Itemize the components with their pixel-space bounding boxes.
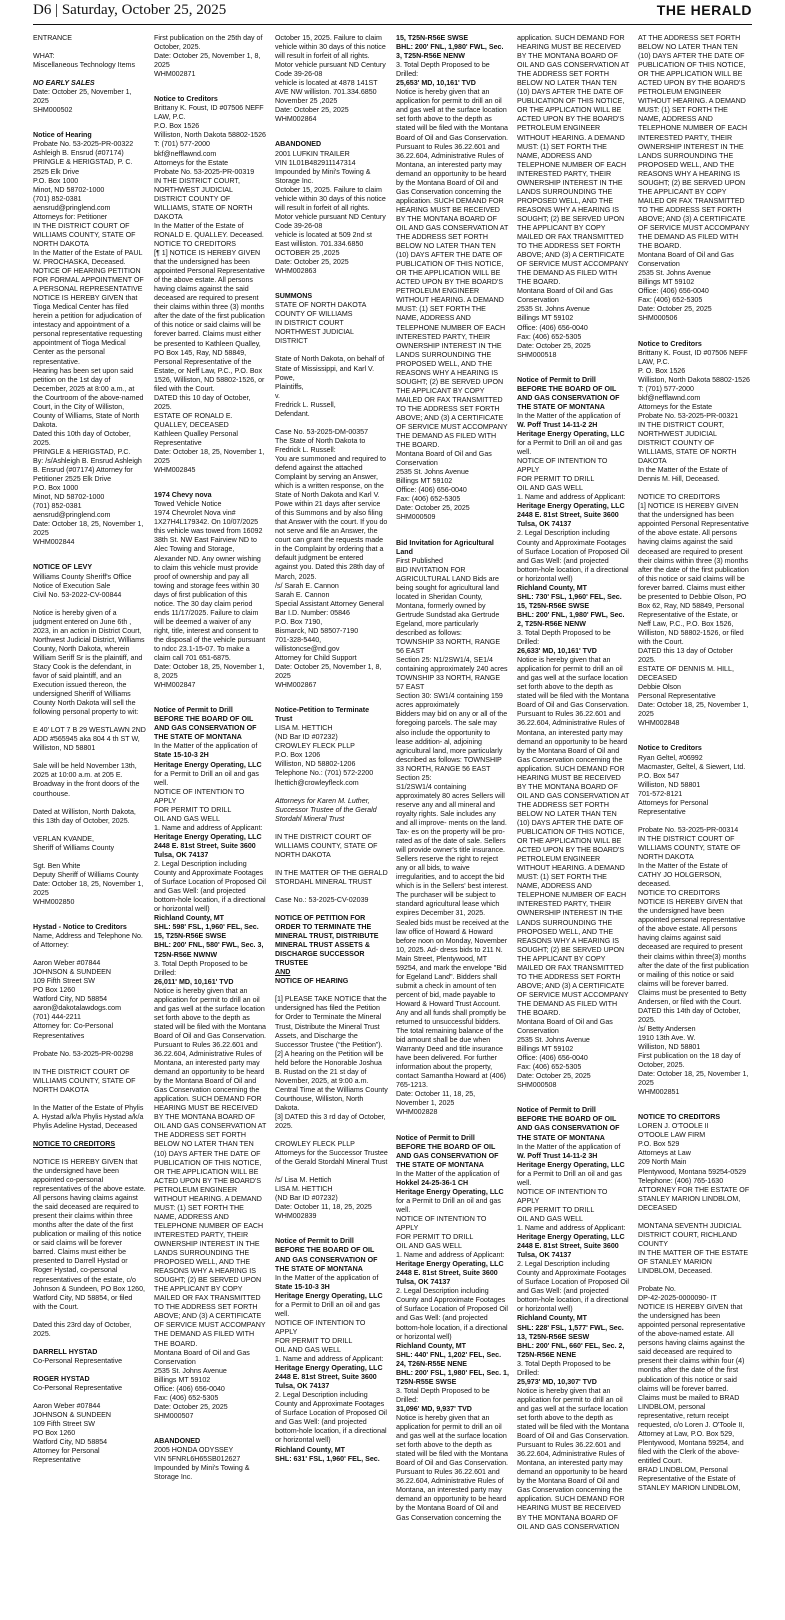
notice-text: NOTICE TO CREDITORS [1] NOTICE IS HEREBY GIVEN that the undersigned has been appointed Personal Representative of the above estate. All persons having claims against the said deceased are required to present their claims within three (3) months after the date of the first publication of this notice or said claims will be forever barred. Claims must either be presented to Debbie Olson, PO Box 62, Ray, ND 58849, Personal Representative of the Estate, or Neff Law, P.C., P.O. Box 1526, Williston, ND 58802-1526, or filed with the Court. DATED this 13 day of October 2025. ESTATE OF DENNIS M. HILL, DECEASED Debbie Olson Personal Representative Date: October 18, 25, November 1, 2025 WHM002848 <box>638 493 749 728</box>
notice-text: /s/ Lisa M. Hettich LISA M. HETTICH (ND Bar ID #07232) Date: October 11, 18, 25, 2025 WHM002839 <box>275 1176 372 1221</box>
notice-heading: Richland County, MT SHL: 440' FNL, 1,202' FEL, Sec. 24, T26N-R55E NENE BHL: 200' FSL, 1,980' FEL, Sec. 1, T25N-R55E SWSE <box>396 1341 509 1386</box>
notice-heading: Richland County, MT SHL: 228' FSL, 1,577' FWL, Sec. 13, T25N-R56E SESW BHL: 200' FNL, 660' FEL, Sec. 2, T25N-R56E NENE <box>517 1314 625 1359</box>
notice-heading: Notice of Hearing <box>33 131 92 140</box>
legal-notice <box>517 376 630 1091</box>
notice-text: Probate No. 53-2025-PR-00298 <box>33 1049 134 1058</box>
notice-heading: 26,011' MD, 10,161' TVD <box>154 977 234 986</box>
notice-text: State of North Dakota, on behalf of State of Mississippi, and Karl V. Powe, Plaintiffs, v. Fredrick L. Russell, Defendant. <box>275 355 385 418</box>
legal-notice <box>33 563 146 907</box>
notice-text: for a Permit to Drill an oil and gas well. NOTICE OF INTENTION TO APPLY FOR PERMIT TO DRILL OIL AND GAS WELL 1. Name and address of Applicant: <box>154 769 263 832</box>
notice-heading: Heritage Energy Operating, LLC 2448 E. 81st Street, Suite 3600 Tulsa, OK 74137 <box>396 1260 504 1287</box>
notice-heading: Notice to Creditors <box>638 339 702 348</box>
legal-notice <box>275 1237 388 1463</box>
legal-notice <box>33 131 146 547</box>
notice-text: LISA M. HETTICH (ND Bar ID #07232) CROWLEY FLECK PLLP P.O. Box 1206 Williston, ND 58802-1206 Telephone No.: (701) 572-2200 lhettich@crowleyfleck.com <box>275 724 374 787</box>
notice-text: Notice is hereby given that an application for permit to drill an oil and gas well at the surface location set forth above to the depth as stated will be filed with the Montana Board of Oil and Gas Conservation. Pursuant to Rules 36.22.601 and 36.22.604, Administrative Rules of Montana, an interested party may demand an opportunity to be heard by the Montana Board of Oil and Gas Conservation concerning the application. SUCH DEMAND FOR HEARING MUST BE RECEIVED BY THE MONTANA BOARD OF OIL AND GAS CONSERVATION <box>517 1386 629 1531</box>
notice-heading: W. Poff Trust 14-11-2 3H Heritage Energy Operating, LLC <box>517 1151 625 1169</box>
notice-text: Date: October 25, November 1, 2025 SHM000502 <box>33 88 132 115</box>
notice-text: In the Matter of the application of <box>275 1273 379 1282</box>
notice-text: Notice is hereby given that an application for permit to drill an oil and gas well at the surface location set forth above to the depth as stated will be filed with the Montana Board of Oil and Gas Conservation. Pursuant to Rules 36.22.601 and 36.22.604, Administrative Rules of Montana, an interested party may demand an opportunity to be heard by the Montana Board of Oil and Gas Conservation concerning the application. SUCH DEMAND FOR HEARING MUST BE RECEIVED BY THE MONTANA BOARD OF OIL AND GAS CONSERVATION AT THE ADDRESS SET FORTH BELOW NO LATER THAN TEN (10) DAYS AFTER THE DATE OF PUBLICATION OF THIS NOTICE, OR THE APPLICATION WILL BE ACTED UPON BY THE BOARD'S PETROLEUM ENGINEER WITHOUT HEARING. A DEMAND MUST: (1) SET FORTH THE NAME, ADDRESS AND TELEPHONE NUMBER OF EACH INTERESTED PARTY, THEIR OWNERSHIP INTEREST IN THE LANDS SURROUNDING THE PROPOSED WELL, AND THE REASONS WHY A HEARING IS SOUGHT; (2) BE SERVED UPON THE APPLICANT BY COPY MAILED OR FAX TRANSMITTED TO THE ADDRESS SET FORTH ABOVE; AND (3) A CERTIFICATE OF SERVICE MUST ACCOMPANY THE DEMAND AS FILED WITH THE BOARD. Montana Board of Oil and Gas Conservation 2535 St. Johns Avenue Billings MT 59102 Office: (406) 656-0040 Fax: (406) 652-5305 Date: October 25, 2025 SHM000509 <box>396 88 509 522</box>
legal-notice <box>396 34 509 523</box>
notice-text: Name, Address and Telephone No. of Attorney: <box>33 932 143 950</box>
notice-text: LOREN J. O'TOOLE II O'TOOLE LAW FIRM P.O. Box 529 Attorneys at Law 209 North Main Plentywood, Montana 59254-0529 Telephone: (406) 765-1630 ATTORNEY FOR THE ESTATE OF STANLEY MARION LINDBLOM, DECEASED <box>638 1122 750 1212</box>
notice-heading: Heritage Energy Operating, LLC 2448 E. 81st Street, Suite 3600 Tulsa, OK 74137 <box>517 1233 625 1260</box>
notice-text: STATE OF NORTH DAKOTA COUNTY OF WILLIAMS IN DISTRICT COURT NORTHWEST JUDICIAL DISTRICT <box>275 301 367 346</box>
page-date-label: D6 | Saturday, October 25, 2025 <box>33 2 227 18</box>
notice-heading: Notice of Permit to Drill BEFORE THE BOARD OF OIL AND GAS CONSERVATION OF THE STATE OF MONTANA <box>517 1106 620 1142</box>
legal-notice <box>154 95 267 475</box>
notice-text: Aaron Weber #07844 JOHNSON & SUNDEEN 109 Fifth Street SW PO Box 1260 Watford City, ND 58854 aaron@dakotalawdogs.com (701) 444-2211 Attorney for: Co-Personal Representatives <box>33 959 122 1040</box>
notice-heading: Heritage Energy Operating, LLC 2448 E. 81st Street, Suite 3600 Tulsa, OK 74137 <box>154 832 262 859</box>
notice-text: Notice is hereby given that an application for permit to drill an oil and gas well at the surface location set forth above to the depth as stated will be filed with the Montana Board of Oil and Gas Conservation. Pursuant to Rules 36.22.601 and 36.22.604, Administrative Rules of Montana, an interested party may demand an opportunity to be heard by the Montana Board of Oil and Gas Conservation concerning the <box>396 1413 508 1522</box>
masthead-rule <box>33 24 752 25</box>
notice-heading: Heritage Energy Operating, LLC 2448 E. 81st Street, Suite 3600 Tulsa, OK 74137 <box>275 1364 383 1391</box>
legal-notice <box>154 706 267 1421</box>
column-6 <box>638 34 751 1614</box>
notice-heading: Hystad - Notice to Creditors <box>33 922 127 931</box>
notice-heading: W. Poff Trust 14-11-2 2H Heritage Energy Operating, LLC <box>517 420 625 438</box>
notice-heading: 1974 Chevy nova <box>154 491 212 500</box>
notice-text: for a Permit to Drill an oil and gas well. NOTICE OF INTENTION TO APPLY FOR PERMIT TO DRILL OIL AND GAS WELL 1. Name and address of Applicant: <box>396 1196 505 1260</box>
legal-notice <box>517 1106 630 1531</box>
notice-text: 3. Total Depth Proposed to be Drilled: <box>517 629 611 647</box>
notice-text: WHAT: Miscellaneous Technology Items <box>33 52 135 70</box>
notice-text: Attorneys for Karen M. Luther, Successor Trustee of the Gerald Stordahl Mineral Trust <box>275 796 377 823</box>
notice-heading: 26,633' MD, 10,161' TVD <box>517 647 597 656</box>
notice-heading: Notice-Petition to Terminate Trust <box>275 706 370 724</box>
legal-notice <box>396 1134 509 1523</box>
notice-text: Case No.: 53-2025-CV-02039 <box>275 895 369 904</box>
legal-notice <box>275 292 388 690</box>
notice-text: 3. Total Depth Proposed to be Drilled: <box>154 959 248 977</box>
notice-text: application. SUCH DEMAND FOR HEARING MUST BE RECEIVED BY THE MONTANA BOARD OF OIL AND GAS CONSERVATION AT THE ADDRESS SET FORTH BELOW NO LATER THAN TEN (10) DAYS AFTER THE DATE OF PUBLICATION OF THIS NOTICE, OR THE APPLICATION WILL BE ACTED UPON BY THE BOARD'S PETROLEUM ENGINEER WITHOUT HEARING. A DEMAND MUST: (1) SET FORTH THE NAME, ADDRESS AND TELEPHONE NUMBER OF EACH INTERESTED PARTY, THEIR OWNERSHIP INTEREST IN THE LANDS SURROUNDING THE PROPOSED WELL, AND THE REASONS WHY A HEARING IS SOUGHT; (2) BE SERVED UPON THE APPLICANT BY COPY MAILED OR FAX TRANSMITTED TO THE ADDRESS SET FORTH ABOVE; AND (3) A CERTIFICATE OF SERVICE MUST ACCOMPANY THE DEMAND AS FILED WITH THE BOARD. Montana Board of Oil and Gas Conservation 2535 St. Johns Avenue Billings MT 59102 Office: (406) 656-0040 Fax: (406) 652-5305 Date: October 25, 2025 SHM000518 <box>517 34 630 359</box>
notice-text: First publication on the 25th day of October, 2025. Date: October 25, November 1, 8, 2025 WHM002871 <box>154 34 263 79</box>
column-3 <box>275 34 388 1614</box>
notice-heading: Notice to Creditors <box>638 744 702 753</box>
notice-heading: State 15-10-3 3H Heritage Energy Operating, LLC <box>275 1282 383 1300</box>
notice-heading: Notice to Creditors <box>154 95 218 104</box>
notice-text: In the Matter of the application of <box>396 1169 500 1178</box>
notice-text: Brittany K. Foust, ID #07506 NEFF LAW, P.C. P.O. Box 1526 Williston, North Dakota 58802-1526 T: (701) 577-2000 bkf@nefflawnd.com Attorneys for the Estate Probate No. 53-2025-PR-00319 IN THE DISTRICT COURT, NORTHWEST JUDICIAL DISTRICT COUNTY OF WILLIAMS, STATE OF NORTH DAKOTA In the Matter of the Estate of RONALD E. QUALLEY. Deceased. NOTICE TO CREDITORS [¶ 1] NOTICE IS HEREBY GIVEN that the undersigned has been appointed Personal Representative of the above estate. All persons having claims against the said deceased are required to present their claims within three (3) months after the date of the first publication of this notice or said claims will be forever barred. Claims must either be presented to Kathleen Qualley, PO Box 145, Ray, ND 58849, Personal Representative of the Estate, or Neff Law, P.C., P.O. Box 1526, Williston, ND 58802-1526, or filed with the Court. DATED this 10 day of October, 2025. ESTATE OF RONALD E. QUALLEY, DECEASED Kathleen Qualley Personal Representative Date: October 18, 25, November 1, 2025 WHM002845 <box>154 104 266 475</box>
notice-heading: Notice of Permit to Drill BEFORE THE BOARD OF OIL AND GAS CONSERVATION OF THE STATE OF MONTANA <box>275 1237 378 1273</box>
column-5 <box>517 34 630 1614</box>
notice-heading: Notice of Permit to Drill BEFORE THE BOARD OF OIL AND GAS CONSERVATION OF THE STATE OF MONTANA <box>154 706 257 742</box>
notice-text: 2. Legal Description including County and Approximate Footages of Surface Location of Proposed Oil and Gas Well: (and projected bottom-hole location, if a directional or horizontal well) <box>517 529 629 583</box>
notice-text: Notice is hereby given that an application for permit to drill an oil and gas well at the surface location set forth above to the depth as stated will be filed with the Montana Board of Oil and Gas Conservation. Pursuant to Rules 36.22.601 and 36.22.604, Administrative Rules of Montana, an interested party may demand an opportunity to be heard by the Montana Board of Oil and Gas Conservation concerning the application. SUCH DEMAND FOR HEARING MUST BE RECEIVED BY THE MONTANA BOARD OF OIL AND GAS CONSERVATION AT THE ADDRESS SET FORTH BELOW NO LATER THAN TEN (10) DAYS AFTER THE DATE OF PUBLICATION OF THIS NOTICE, OR THE APPLICATION WILL BE ACTED UPON BY THE BOARD'S PETROLEUM ENGINEER WITHOUT HEARING. A DEMAND MUST: (1) SET FORTH THE NAME, ADDRESS AND TELEPHONE NUMBER OF EACH INTERESTED PARTY, THEIR OWNERSHIP INTEREST IN THE LANDS SURROUNDING THE PROPOSED WELL, AND THE REASONS WHY A HEARING IS SOUGHT; (2) BE SERVED UPON THE APPLICANT BY COPY MAILED OR FAX TRANSMITTED TO THE ADDRESS SET FORTH ABOVE; AND (3) A CERTIFICATE OF SERVICE MUST ACCOMPANY THE DEMAND AS FILED WITH THE BOARD. Montana Board of Oil and Gas Conservation 2535 St. Johns Avenue Billings MT 59102 Office: (406) 656-0040 Fax: (406) 652-5305 Date: October 25, 2025 SHM000508 <box>517 656 630 1090</box>
notice-heading: ABANDONED <box>154 1436 201 1445</box>
notice-text: Notice is hereby given of a judgment entered on June 6th , 2023, in an action in District Court, Northwest Judicial District, Williams County, North Dakota, wherein William Seriff Sr is the plaintiff, and Stacy Cook is the defendant, in favor of said plaintiff, and an Execution issued thereon, the undersigned Sheriff of Williams County North Dakota will sell the following personal property to wit: <box>33 608 145 717</box>
notice-text: ENTRANCE <box>33 34 73 42</box>
notice-heading: NOTICE TO CREDITORS <box>638 1113 721 1122</box>
notice-text: In the Matter of the Estate of Phylis A. Hystad a/k/a Phylis Hystad a/k/a Phylis Adeline Hystad, Deceased <box>33 1103 144 1130</box>
notice-text: IN THE DISTRICT COURT OF WILLIAMS COUNTY, STATE OF NORTH DAKOTA <box>33 1067 136 1094</box>
notice-text: Probate No. 53-2025-PR-00314 IN THE DISTRICT COURT OF WILLIAMS COUNTY, STATE OF NORTH DAKOTA In the Matter of the Estate of CATHY JO HOLGERSON, deceased. NOTICE TO CREDITORS NOTICE IS HEREBY GIVEN that the undersigned have been appointed personal representative of the above estate. All persons having claims against said deceased are required to present their claims within three(3) months after the date of the first publication or mailing of this notice or said claims will be forever barred. Claims must be presented to Betty Andersen, or filed with the Court. DATED this 14th day of October, 2025. /s/ Betty Andersen 1910 13th Ave. W. Williston, ND 58801 First publication on the 18 day of October, 2025. Date: October 18, 25, November 1, 2025 WHM002851 <box>638 825 749 1097</box>
notice-text: Dated this 23rd day of October, 2025. <box>33 1320 132 1338</box>
notice-text: for a Permit to Drill an oil and gas well. NOTICE OF INTENTION TO APPLY FOR PERMIT TO DRILL OIL AND GAS WELL 1. Name and address of Applicant: <box>517 439 626 502</box>
legal-notice <box>638 34 751 324</box>
newspaper-name: THE HERALD <box>656 2 752 18</box>
legal-notices-columns <box>33 34 755 1614</box>
notice-text: 3. Total Depth Proposed to be Drilled: <box>396 1386 490 1404</box>
legal-notice <box>517 34 630 360</box>
notice-text: Probate No. 53-2025-PR-00322 Ashleigh B. Ensrud (#07174) PRINGLE & HERIGSTAD, P. C. 2525 Elk Drive P.O. Box 1000 Minot, ND 58702-1000 (701) 852-0381 aensrud@pringlend.com Attorneys for: Petitioner IN THE DISTRICT COURT OF WILLIAMS COUNTY, STATE OF NORTH DAKOTA In the Matter of the Estate of PAUL W. PROCHASKA, Deceased. NOTICE OF HEARING PETITION FOR FORMAL APPOINTMENT OF A PERSONAL REPRESENTATIVE NOTICE IS HEREBY GIVEN that Tioga Medical Center has filed herein a petition for adjudication of intestacy and appointment of a personal representative requesting appointment of Tioga Medical Center as the personal representative. Hearing has been set upon said petition on the 1st day of December, 2025 at 8:00 a.m., at the Courtroom of the above-named Court, in the City of Williston, County of Williams, State of North Dakota. Dated this 10th day of October, 2025. PRINGLE & HERIGSTAD, P.C. By: /s/Ashleigh B. Ensrud Ashleigh B. Ensrud (#07174) Attorney for Petitioner 2525 Elk Drive P.O. Box 1000 Minot, ND 58702-1000 (701) 852-0381 aensrud@pringlend.com Date: October 18, 25, November 1, 2025 WHM002844 <box>33 140 144 547</box>
legal-notice <box>33 34 146 115</box>
notice-text: [1] PLEASE TAKE NOTICE that the undersigned has filed the Petition for Order to Terminate the Mineral Trust, Distribute the Mineral Trust Assets, and Discharge the Successor Trustee (“the Petition”). [2] A hearing on the Petition will be held before the Honorable Joshua B. Rustad on the 21 st day of November, 2025, at 9:00 a.m. Central Time at the Williams County Courthouse, Williston, North Dakota. [3] DATED this 3 rd day of October, 2025. <box>275 995 388 1131</box>
notice-text: NO EARLY SALES <box>33 79 95 88</box>
notice-text: Sale will be held November 13th, 2025 at 10:00 a.m. at 205 E. Broadway in the front doors of the courthouse. <box>33 762 140 798</box>
legal-notice <box>275 706 388 1221</box>
notice-heading: 25,973' MD, 10,307' TVD <box>517 1377 597 1386</box>
notice-heading: SUMMONS <box>275 292 313 301</box>
notice-text: Case No. 53-2025-DM-00357 The State of North Dakota to Fredrick L. Russell: You are summoned and required to defend against the attached Complaint by serving an Answer, which is a written response, on the State of North Dakota and Karl V. Powe within 21 days after service of this Summons and by also filing that Answer with the court. If you do not serve and file an Answer, the court can grant the requests made in the Complaint by ordering that a default judgment be entered against you. Dated this 28th day of March, 2025. /s/ Sarah E. Cannon Sarah E. Cannon Special Assistant Attorney General Bar I.D. Number: 05846 P.O. Box 7190, Bismarck, ND 58507-7190 701-328-5440, willistoncse@nd.gov Attorney for Child Support Date: October 25, November 1, 8, 2025 WHM002867 <box>275 427 388 690</box>
notice-text: 2. Legal Description including County and Approximate Footages of Surface Location of Proposed Oil and Gas Well: (and projected bottom-hole location, if a directional or horizontal well) <box>154 860 266 914</box>
notice-text: VERLAN KVANDE, Sheriff of Williams County <box>33 834 115 852</box>
notice-heading: ABANDONED <box>275 140 322 149</box>
notice-text: In the Matter of the application of <box>517 411 621 420</box>
notice-text: Towed Vehicle Notice 1974 Chevrolet Nova vin# 1X27H4L179342. On 10/07/2025 this vehicle was towed from 16092 38th St. NW East Fairview ND to Alec Towing and Storage, Alexander ND. Any owner wishing to claim this vehicle must provide proof of ownership and pay all towing and storage fees within 30 days of first publication of this notice. The 30 day claim period ends 11/17/2025. Failure to claim will be deemed a waiver of any right, title, interest and consent to the disposal of the vehicle pursuant to ndcc 23.1-15-07. To make a claim call 701 651-6875. Date: October 18, 25, November 1, 8, 2025 WHM002847 <box>154 500 266 690</box>
notice-heading: ROGER HYSTAD <box>33 1374 90 1383</box>
legal-notice <box>275 34 388 124</box>
notice-heading: NOTICE OF HEARING <box>275 977 349 986</box>
notice-heading: Notice of Permit to Drill BEFORE THE BOARD OF OIL AND GAS CONSERVATION OF THE STATE OF MONTANA <box>517 375 620 411</box>
notice-text: 2. Legal Description including County and Approximate Footages of Surface Location of Proposed Oil and Gas Well: (and projected bottom-hole location, if a directional or horizontal well) <box>396 1287 508 1341</box>
notice-text: October 15, 2025. Failure to claim vehicle within 30 days of this notice will result in forfeit of all rights. Motor vehicle pursuant ND Century Code 39-26-08 vehicle is located at 4878 141ST AVE NW williston. 701.334.6850 November 25 ,2025 Date: October 25, 2025 WHM002864 <box>275 34 386 124</box>
notice-heading: DARRELL HYSTAD <box>33 1347 98 1356</box>
notice-heading: Notice of Permit to Drill BEFORE THE BOARD OF OIL AND GAS CONSERVATION OF THE STATE OF MONTANA <box>396 1133 499 1169</box>
notice-text: Ryan Geltel, #06992 Macmaster, Geltel, & Siewert, Ltd. P.O. Box 547 Williston, ND 58801 701-572-8121 Attorneys for Personal Representative <box>638 753 746 816</box>
notice-text: Probate No. DP-42-2025-0000090- IT NOTICE IS HEREBY GIVEN that the undersigned has been appointed personal representative of the above-named estate. All persons having claims against the said deceased are required to present their claims within four (4) months after the date of the first publication of this notice or said claims will be forever barred. Claims must be mailed to BRAD LINDBLOM, personal representative, return receipt requested, c/o Loren J. O'Toole II, Attorney at Law, P.O. Box 529, Plentywood, Montana 59254, and filed with the Clerk of the above-entitled Court. BRAD LINDBLOM, Personal Representative of the Estate of STANLEY MARION LINDBLOM, <box>638 1285 746 1493</box>
notice-text: Aaron Weber #07844 JOHNSON & SUNDEEN 109 Fifth Street SW PO Box 1260 Watford City, ND 58854 Attorney for Personal Representative <box>33 1402 112 1465</box>
notice-text: Sgt. Ben White Deputy Sheriff of Williams County Date: October 18, 25, November 1, 2025 WHM002850 <box>33 861 144 906</box>
notice-text: Co-Personal Representative <box>33 1383 123 1392</box>
notice-heading: NOTICE OF LEVY <box>33 563 93 572</box>
notice-text: 2. Legal Description including County and Approximate Footages of Surface Location of Proposed Oil and Gas Well: (and projected bottom-hole location, if a directional or horizontal well) <box>275 1391 387 1445</box>
notice-text: Williams County Sheriff's Office Notice of Execution Sale Civil No. 53-2022-CV-00844 <box>33 572 132 599</box>
notice-text: NOTICE TO CREDITORS <box>33 1139 116 1148</box>
notice-text: MONTANA SEVENTH JUDICIAL DISTRICT COURT, RICHLAND COUNTY IN THE MATTER OF THE ESTATE OF STANLEY MARION LINDBLOM, Deceased. <box>638 1221 749 1275</box>
notice-text: First Published BID INVITATION FOR AGRICULTURAL LAND Bids are being sought for agricultural land located in Sheridan County, Montana, formerly owned by Gertrude Sundstad aka Gertrude Egeland, more particularly described as follows: TOWNSHIP 33 NORTH, RANGE 56 EAST Section 25: N1/2SW1/4, SE1/4 containing approximately 240 acres TOWNSHIP 33 NORTH, RANGE 57 EAST Section 30: SW1/4 containing 159 acres approximately Bidders may bid on any or all of the foregoing parcels. The sale may also include the opportunity to lease addition- al, adjoining agricultural land, more particularly described as follows: TOWNSHIP 33 NORTH, RANGE 56 EAST Section 25: S1/2SW1/4 containing approximately 80 acres Sellers will reserve any and all mineral and royalty rights. Sale includes any and all improve- ments on the land. Tax- es on the property will be pro-rated as of the date of sale. Sellers will provide owner's title insurance. Sellers reserve the right to reject any or all bids, to waive irregularities, and to accept the bid which is in the Sellers' best interest. The purchaser will be subject to standard agricultural lease which expires December 31, 2025. Sealed bids must be received at the law office of Howard & Howard before noon on Monday, November 10, 2025. Ad- dress bids to 211 N. Main Street, Plentywood, MT 59254, and mark the envelope "Bid for Egeland Land". Bidders shall submit a check in amount of ten percent of bid, made payable to Howard & Howard Trust Account. Any and all funds shall promptly be returned to unsuccessful bidders. The total remaining balance of the bid amount shall be due when Warranty Deed and title insurance have been delivered. For further information about the property, contact Samantha Howard at (406) 765-1213. Date: October 11, 18, 25, November 1, 2025 WHM002828 <box>396 556 509 1117</box>
notice-heading: NOTICE OF PETITION FOR ORDER TO TERMINATE THE MINERAL TRUST, DISTRIBUTE MINERAL TRUST ASSETS & DISCHARGE SUCCESSOR TRUSTEE <box>275 913 379 968</box>
notice-text: E 40' LOT 7 B 29 WESTLAWN 2ND ADD #565945 aka 804 4 th ST W, Williston, ND 58801 <box>33 726 146 753</box>
notice-heading: Bid Invitation for Agricultural Land <box>396 538 494 556</box>
notice-heading: State 15-10-3 2H Heritage Energy Operating, LLC <box>154 751 262 769</box>
legal-notice <box>638 340 751 729</box>
notice-text: NOTICE IS HEREBY GIVEN that the undersigned have been appointed co-personal representatives of the above estate. All persons having claims against the said deceased are required to present their claims within three months after the date of the first publication or mailing of this notice or said claims will be forever barred. Claims must either be presented to Darrell Hystad or Roger Hystad, co-personal representatives of the estate, c/o Johnson & Sundeen, PO Box 1260, Watford City, ND 58854, or filed with the Court. <box>33 1157 146 1311</box>
notice-text: AT THE ADDRESS SET FORTH BELOW NO LATER THAN TEN (10) DAYS AFTER THE DATE OF PUBLICATION OF THIS NOTICE, OR THE APPLICATION WILL BE ACTED UPON BY THE BOARD'S PETROLEUM ENGINEER WITHOUT HEARING. A DEMAND MUST: (1) SET FORTH THE NAME, ADDRESS AND TELEPHONE NUMBER OF EACH INTERESTED PARTY, THEIR OWNERSHIP INTEREST IN THE LANDS SURROUNDING THE PROPOSED WELL, AND THE REASONS WHY A HEARING IS SOUGHT; (2) BE SERVED UPON THE APPLICANT BY COPY MAILED OR FAX TRANSMITTED TO THE ADDRESS SET FORTH ABOVE; AND (3) A CERTIFICATE OF SERVICE MUST ACCOMPANY THE DEMAND AS FILED WITH THE BOARD. Montana Board of Oil and Gas Conservation 2535 St. Johns Avenue Billings MT 59102 Office: (406) 656-0040 Fax: (406) 652-5305 Date: October 25, 2025 SHM000506 <box>638 34 750 323</box>
notice-text: CROWLEY FLECK PLLP Attorneys for the Successor Trustee of the Gerald Stordahl Mineral Trust <box>275 1140 388 1167</box>
notice-heading: Richland County, MT SHL: 598' FSL, 1,960' FEL, Sec. 15, T25N-R56E SWSE BHL: 200' FNL, 580' FWL, Sec. 3, T25N-R56E NWNW <box>154 914 264 959</box>
notice-text: Notice is hereby given that an application for permit to drill an oil and gas well at the surface location set forth above to the depth as stated will be filed with the Montana Board of Oil and Gas Conservation. Pursuant to Rules 36.22.601 and 36.22.604, Administrative Rules of Montana, an interested party may demand an opportunity to be heard by the Montana Board of Oil and Gas Conservation concerning the application. SUCH DEMAND FOR HEARING MUST BE RECEIVED BY THE MONTANA BOARD OF OIL AND GAS CONSERVATION AT THE ADDRESS SET FORTH BELOW NO LATER THAN TEN (10) DAYS AFTER THE DATE OF PUBLICATION OF THIS NOTICE, OR THE APPLICATION WILL BE ACTED UPON BY THE BOARD'S PETROLEUM ENGINEER WITHOUT HEARING. A DEMAND MUST: (1) SET FORTH THE NAME, ADDRESS AND TELEPHONE NUMBER OF EACH INTERESTED PARTY, THEIR OWNERSHIP INTEREST IN THE LANDS SURROUNDING THE PROPOSED WELL, AND THE REASONS WHY A HEARING IS SOUGHT; (2) BE SERVED UPON THE APPLICANT BY COPY MAILED OR FAX TRANSMITTED TO THE ADDRESS SET FORTH ABOVE; AND (3) A CERTIFICATE OF SERVICE MUST ACCOMPANY THE DEMAND AS FILED WITH THE BOARD. Montana Board of Oil and Gas Conservation 2535 St. Johns Avenue Billings MT 59102 Office: (406) 656-0040 Fax: (406) 652-5305 Date: October 25, 2025 SHM000507 <box>154 986 267 1420</box>
notice-text: for a Permit to Drill an oil and gas well. NOTICE OF INTENTION TO APPLY FOR PERMIT TO DRILL OIL AND GAS WELL 1. Name and address of Applicant: <box>517 1169 626 1232</box>
notice-heading: 25,653' MD, 10,161' TVD <box>396 79 476 88</box>
column-1 <box>33 34 146 1614</box>
notice-heading: 31,096' MD, 9,937' TVD <box>396 1404 472 1413</box>
notice-heading: Richland County, MT SHL: 730' FSL, 1,960' FEL, Sec. 15, T25N-R56E SWSE BHL: 200' FNL, 1,980' FWL, Sec. 2, T25N-R56E NENW <box>517 583 625 628</box>
notice-heading: Hokkel 24-25-36-1 CH Heritage Energy Operating, LLC <box>396 1178 504 1196</box>
notice-text: AND <box>275 968 291 977</box>
notice-text: Co-Personal Representative <box>33 1356 123 1365</box>
notice-heading: Heritage Energy Operating, LLC 2448 E. 81st Street, Suite 3600 Tulsa, OK 74137 <box>517 502 625 529</box>
legal-notice <box>638 744 751 1097</box>
legal-notice <box>638 1113 751 1493</box>
notice-text: 2005 HONDA ODYSSEY VIN 5FNRL6H65SB012627 Impounded by Mini's Towing & Storage Inc. <box>154 1445 250 1482</box>
notice-text: for a Permit to Drill an oil and gas well. NOTICE OF INTENTION TO APPLY FOR PERMIT TO DRILL OIL AND GAS WELL 1. Name and address of Applicant: <box>275 1300 384 1364</box>
legal-notice <box>275 140 388 276</box>
notice-text: IN THE MATTER OF THE GERALD STORDAHL MINERAL TRUST <box>275 868 388 886</box>
legal-notice <box>154 34 267 79</box>
notice-heading: 15, T25N-R56E SWSE BHL: 200' FNL, 1,980' FWL, Sec. 3, T25N-R56E NENW <box>396 34 504 61</box>
notice-text: Brittany K. Foust, ID #07506 NEFF LAW, P.C. P. O. Box 1526 Williston, North Dakota 58802-1526 T: (701) 577-2000 bkf@nefflawnd.com Attorneys for the Estate Probate No. 53-2025-PR-00321 IN THE DISTRICT COURT, NORTHWEST JUDICIAL DISTRICT COUNTY OF WILLIAMS, STATE OF NORTH DAKOTA In the Matter of the Estate of Dennis M. Hill, Deceased. <box>638 348 750 484</box>
notice-text: 3. Total Depth Proposed to be Drilled: <box>396 61 490 79</box>
legal-notice <box>154 1437 267 1482</box>
notice-text: 2. Legal Description including County and Approximate Footages of Surface Location of Proposed Oil and Gas Well: (and projected bottom-hole location, if a directional or horizontal well) <box>517 1260 629 1314</box>
notice-text: Dated at Williston, North Dakota, this 13th day of October, 2025. <box>33 807 136 825</box>
legal-notice <box>154 491 267 690</box>
legal-notice <box>33 923 146 1465</box>
legal-notice <box>396 539 509 1118</box>
notice-text: In the Matter of the application of <box>517 1142 621 1151</box>
column-2 <box>154 34 267 1614</box>
notice-text: In the Matter of the application of <box>154 742 258 751</box>
notice-text: IN THE DISTRICT COURT OF WILLIAMS COUNTY, STATE OF NORTH DAKOTA <box>275 832 378 859</box>
column-4 <box>396 34 509 1614</box>
notice-text: 3. Total Depth Proposed to be Drilled: <box>517 1359 611 1377</box>
notice-text: 2001 LUFKIN TRAILER VIN 1L01B482911147314 Impounded by Mini's Towing & Storage Inc. October 15, 2025. Failure to claim vehicle within 30 days of this notice will result in forfeit of all rights. Motor vehicle pursuant ND Century Code 39-26-08 vehicle is located at 509 2nd st East williston. 701.334.6850 OCTOBER 25 ,2025 Date: October 25, 2025 WHM002863 <box>275 149 386 276</box>
notice-heading: Richland County, MT SHL: 631' FSL, 1,960' FEL, Sec. <box>275 1445 380 1463</box>
